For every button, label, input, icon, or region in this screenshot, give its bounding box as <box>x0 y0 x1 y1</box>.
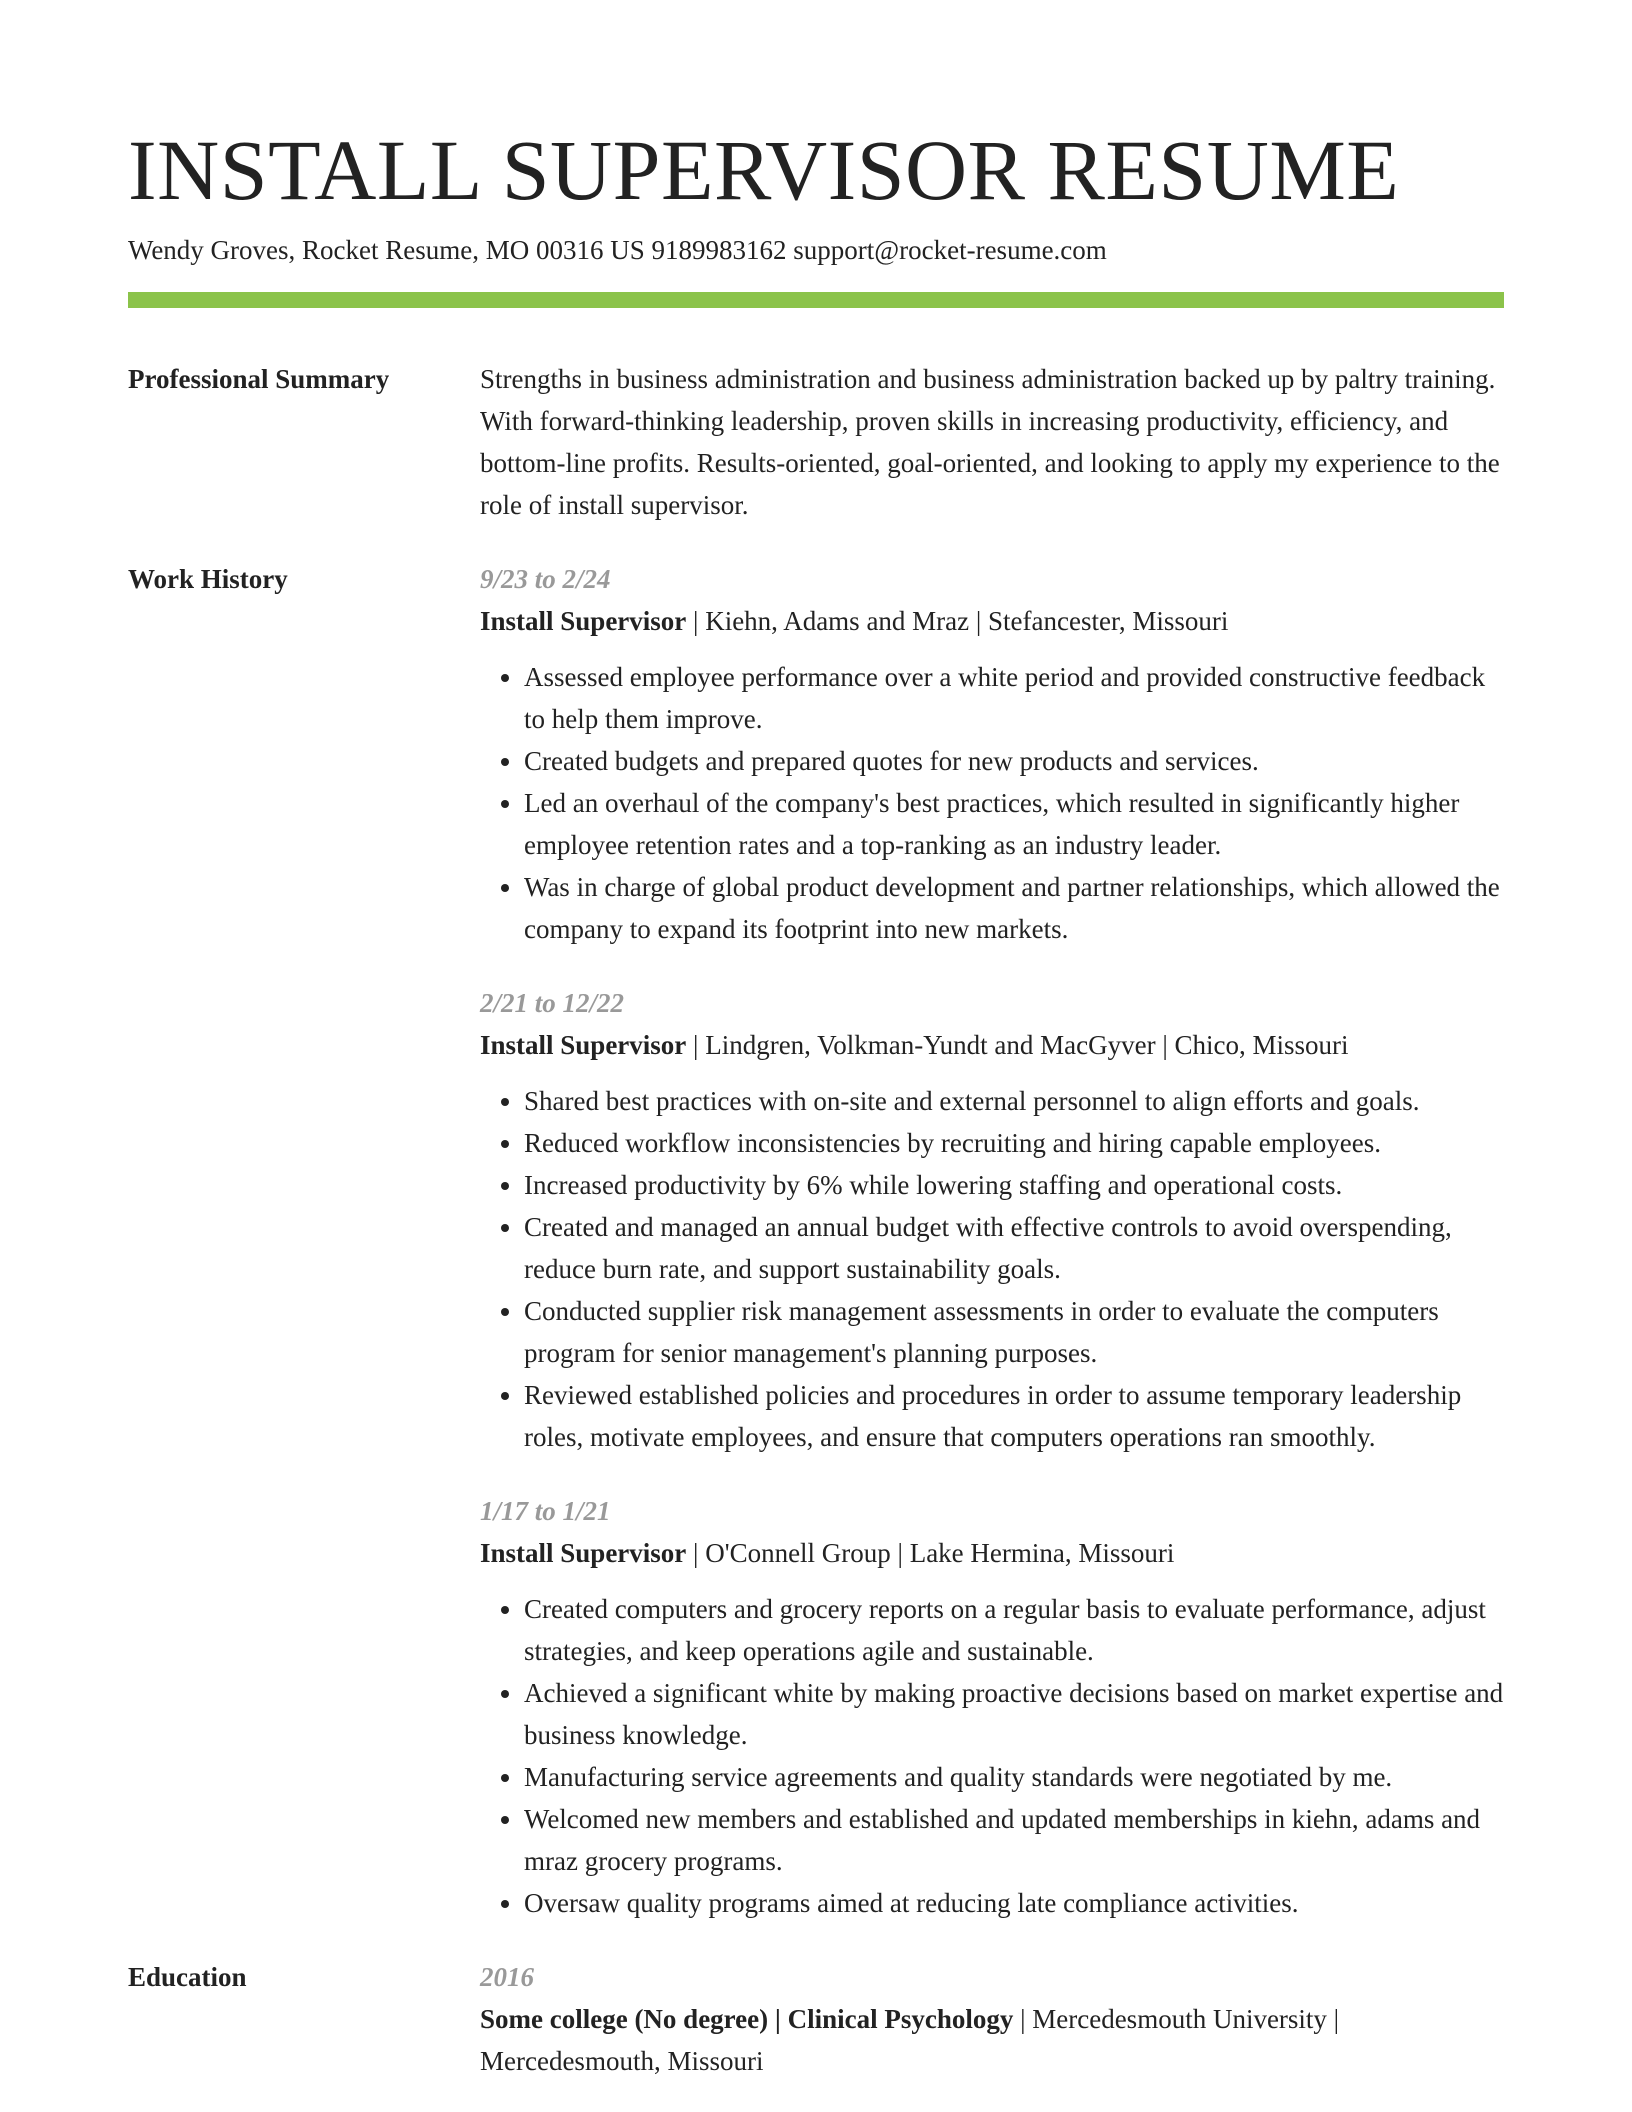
job-bullet: • Reviewed established policies and procedures in order to assume temporary leadership roles, motivate employees, and ensure that computers operations ran smoothly. <box>524 1374 1504 1458</box>
resume-title: INSTALL SUPERVISOR RESUME <box>128 122 1400 218</box>
job-dates: 2/21 to 12/22 <box>480 988 625 1018</box>
work-history-section <box>128 558 1504 1924</box>
job-bullet: • Welcomed new members and established and updated memberships in kiehn, adams and mraz grocery programs. <box>524 1798 1504 1882</box>
job-bullet: • Created computers and grocery reports on a regular basis to evaluate performance, adjust strategies, and keep operations agile and sustainable. <box>524 1588 1504 1672</box>
job-bullet: • Reduced workflow inconsistencies by recruiting and hiring capable employees. <box>524 1122 1504 1164</box>
job-bullet: • Increased productivity by 6% while lowering staffing and operational costs. <box>524 1164 1504 1206</box>
job-bullet: • Led an overhaul of the company's best practices, which resulted in significantly higher employee retention rates and a top-ranking as an industry leader. <box>524 782 1504 866</box>
job-bullet: • Conducted supplier risk management assessments in order to evaluate the computers program for senior management's planning purposes. <box>524 1290 1504 1374</box>
job-details: | Lindgren, Volkman-Yundt and MacGyver | Chico, Missouri <box>686 1030 1349 1060</box>
summary-section <box>128 358 1504 526</box>
job-entry <box>480 1490 1504 1924</box>
job-bullet: • Oversaw quality programs aimed at reducing late compliance activities. <box>524 1882 1504 1924</box>
job-heading <box>480 1532 1504 1574</box>
job-title: Install Supervisor <box>480 1538 687 1568</box>
education-heading: Education <box>128 1962 247 1992</box>
job-bullet: • Shared best practices with on-site and external personnel to align efforts and goals. <box>524 1080 1504 1122</box>
job-bullets <box>480 1080 1504 1458</box>
job-bullets <box>480 656 1504 950</box>
job-bullet: • Was in charge of global product development and partner relationships, which allowed the company to expand its footprint into new markets. <box>524 866 1504 950</box>
job-bullet: • Created budgets and prepared quotes for new products and services. <box>524 740 1504 782</box>
education-section <box>128 1956 1504 2082</box>
education-year: 2016 <box>480 1962 534 1992</box>
education-school: | Mercedesmouth University | Mercedesmouth, Missouri <box>480 2004 1340 2076</box>
job-entry <box>480 982 1504 1458</box>
accent-divider <box>128 292 1504 308</box>
work-history-heading: Work History <box>128 564 288 594</box>
job-bullet: • Manufacturing service agreements and quality standards were negotiated by me. <box>524 1756 1504 1798</box>
education-degree: Some college (No degree) | Clinical Psychology <box>480 2004 1014 2034</box>
work-history-list <box>480 558 1504 1924</box>
job-heading <box>480 600 1504 642</box>
job-title: Install Supervisor <box>480 606 687 636</box>
summary-heading: Professional Summary <box>128 364 390 394</box>
job-details: | Kiehn, Adams and Mraz | Stefancester, Missouri <box>686 606 1229 636</box>
job-dates: 1/17 to 1/21 <box>480 1496 611 1526</box>
contact-line: Wendy Groves, Rocket Resume, MO 00316 US 9189983162 support@rocket-resume.com <box>128 235 1107 265</box>
job-bullet: • Assessed employee performance over a white period and provided constructive feedback to help them improve. <box>524 656 1504 740</box>
job-bullet: • Achieved a significant white by making proactive decisions based on market expertise and business knowledge. <box>524 1672 1504 1756</box>
job-title: Install Supervisor <box>480 1030 687 1060</box>
job-bullets <box>480 1588 1504 1924</box>
education-heading-line <box>480 1998 1504 2082</box>
job-entry <box>480 558 1504 950</box>
job-heading <box>480 1024 1504 1066</box>
summary-text: Strengths in business administration and business administration backed up by paltry training. With forward-thinking leadership, proven skills in increasing productivity, efficiency, and bottom-line profits. Results-oriented, goal-oriented, and looking to apply my experience to the role of install supervisor. <box>480 364 1500 520</box>
job-details: | O'Connell Group | Lake Hermina, Missouri <box>686 1538 1175 1568</box>
job-dates: 9/23 to 2/24 <box>480 564 611 594</box>
job-bullet: • Created and managed an annual budget with effective controls to avoid overspending, reduce burn rate, and support sustainability goals. <box>524 1206 1504 1290</box>
education-entry <box>480 1956 1504 2082</box>
